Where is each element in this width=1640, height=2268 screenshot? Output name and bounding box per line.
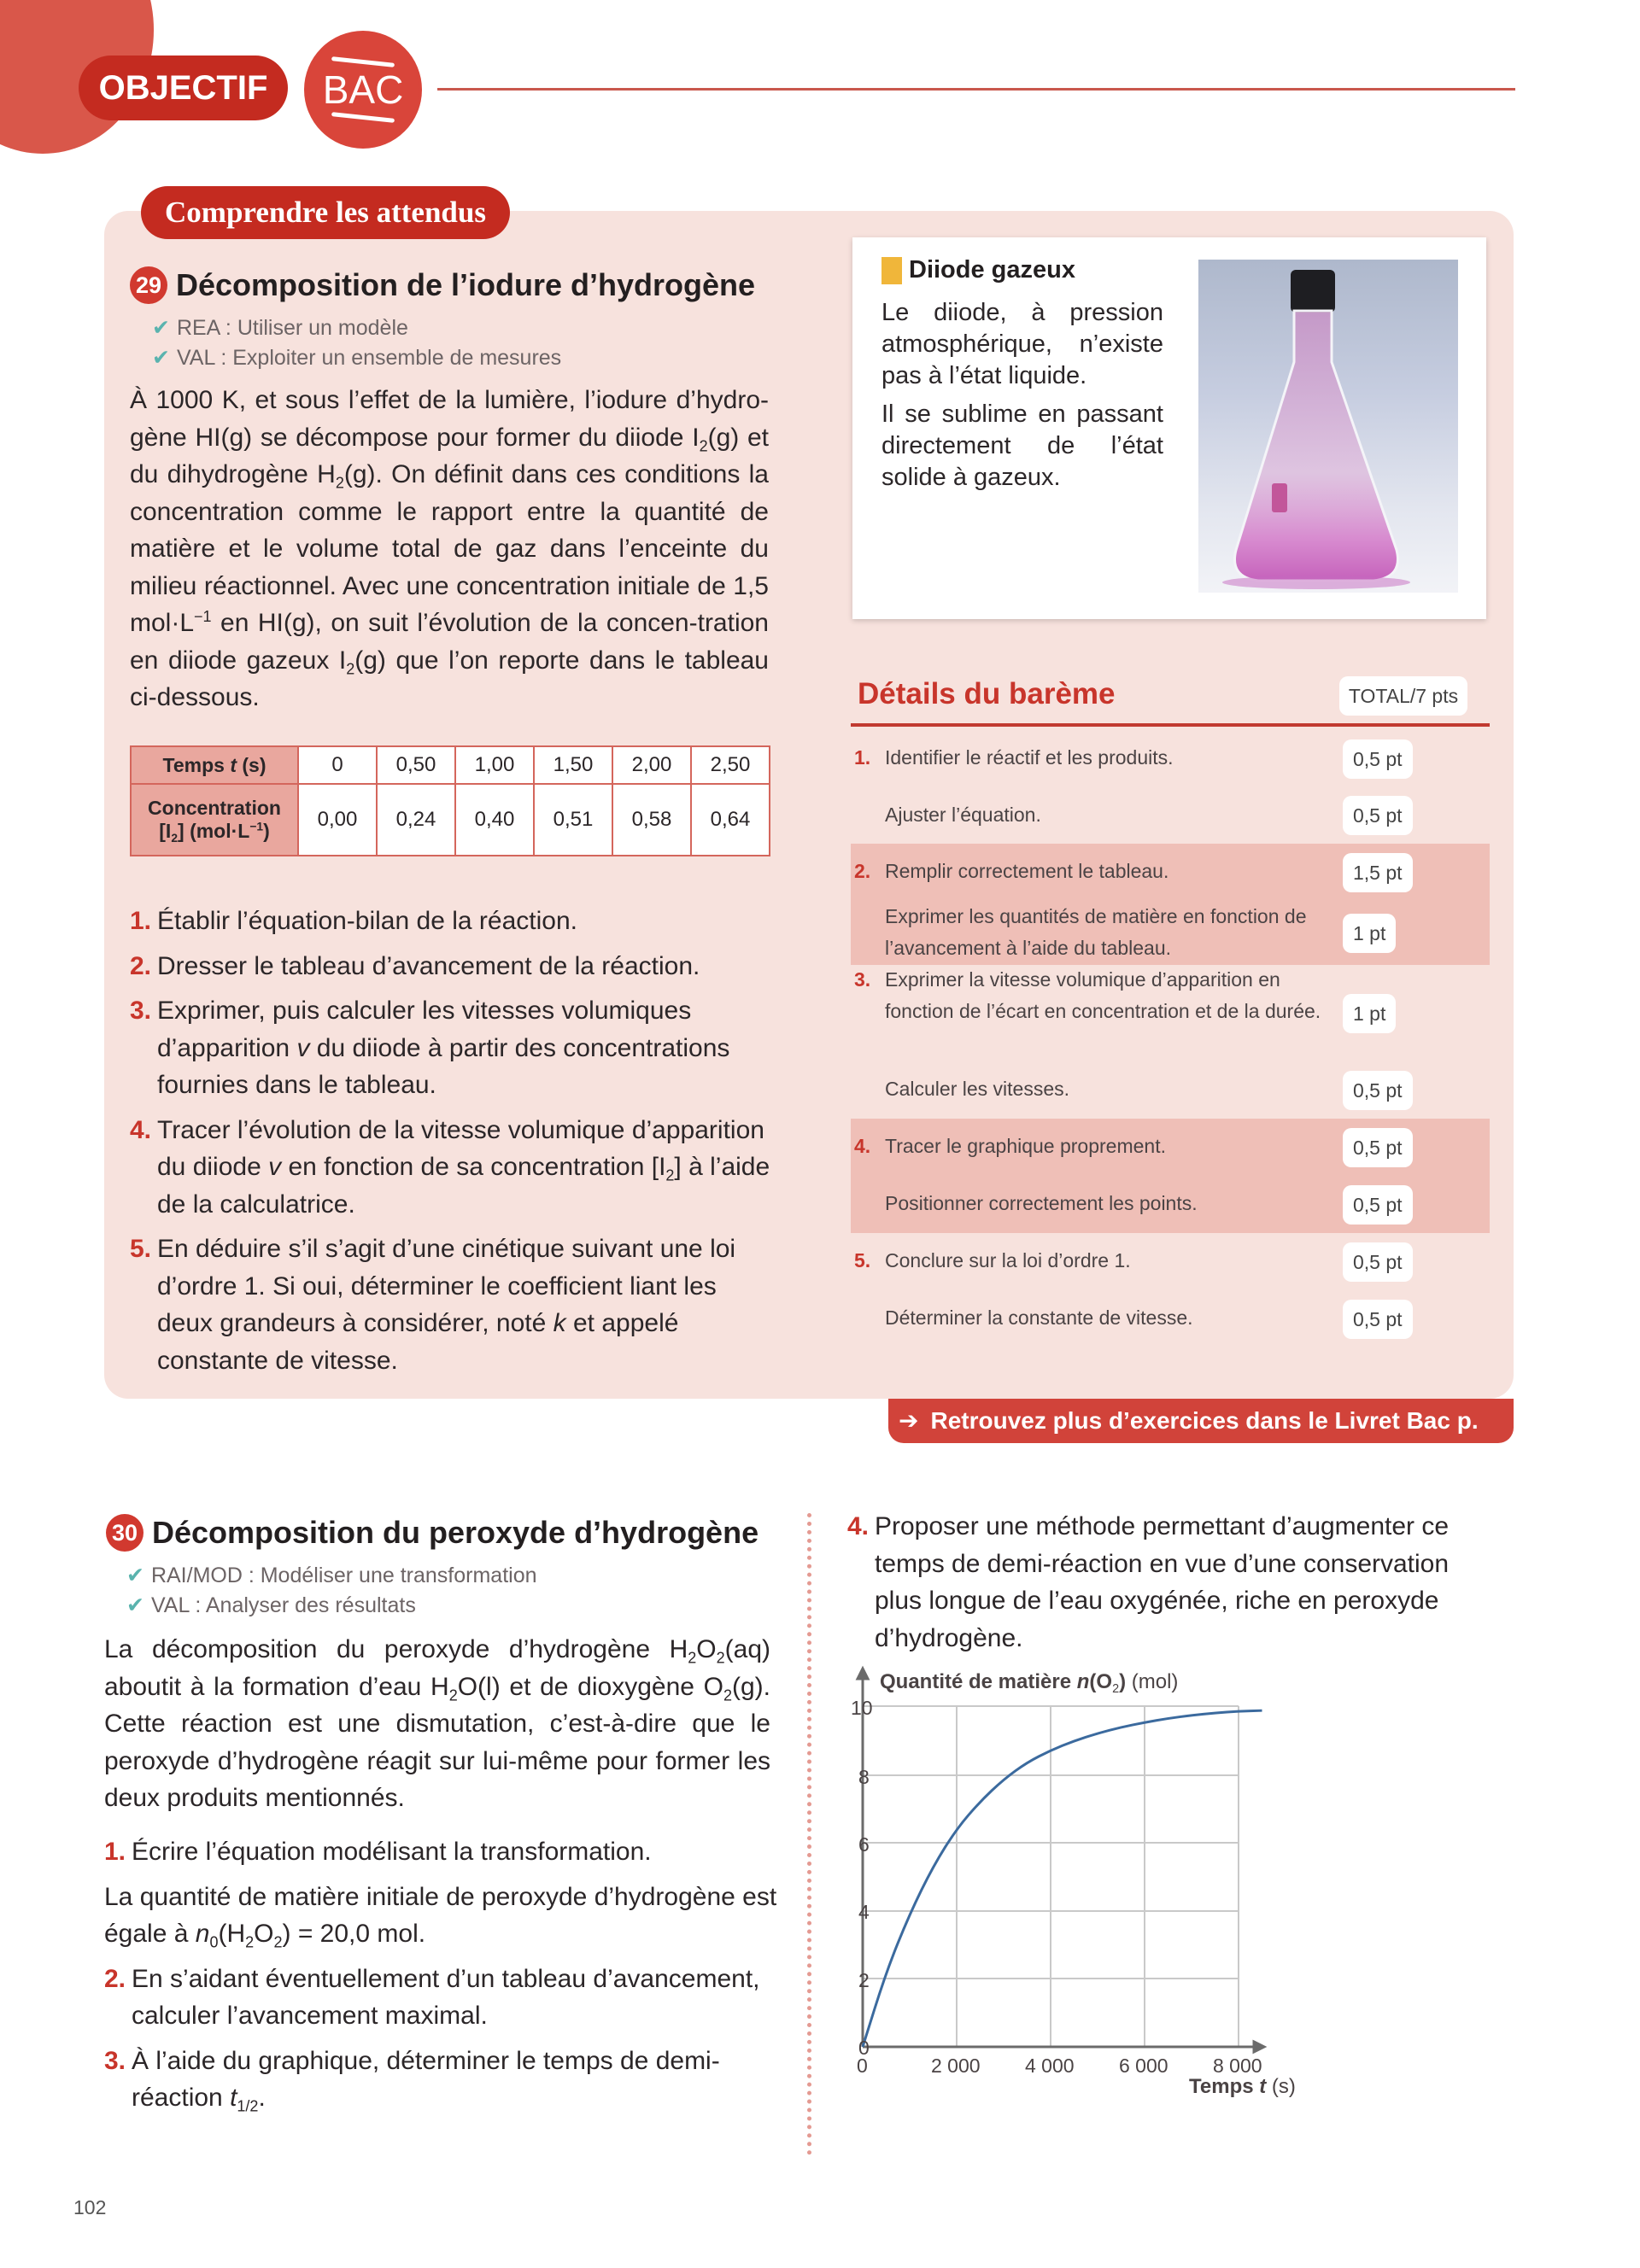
- table-header-time: Temps t (s): [131, 746, 298, 784]
- question-item: 4. Tracer l’évolution de la vitesse volumique d’apparition du diiode v en fonction de sa concentration $[I_2]$ à l’aide de la calculatrice.: [130, 1115, 770, 1219]
- check-icon: ✔: [152, 316, 170, 340]
- table-cell: 0: [298, 746, 377, 784]
- chart-grid: [863, 1706, 1239, 2047]
- check-icon: ✔: [126, 1564, 144, 1587]
- check-icon: ✔: [126, 1593, 144, 1617]
- exercise-30-questions: [104, 1833, 779, 2125]
- exercise-30-intro: La décomposition du peroxyde d’hydrogène $H_2O_2(aq)$ aboutit à la formation d’eau $H_2O(l)$ et de dioxygène $O_2(g)$. Cette réaction est une dismutation, c’est-à-dire que le peroxyde d’hydrogène réagit sur lui-même pour former les deux produits mentionnés.: [104, 1635, 770, 1812]
- x-tick-label: 2 000: [931, 2055, 981, 2077]
- table-cell: 1,50: [534, 746, 612, 784]
- question-item: 3. Exprimer, puis calculer les vitesses volumiques d’apparition v du diiode à partir des concentrations fournies dans le tableau.: [130, 997, 730, 1099]
- points-badge: 0,5 pt: [1343, 739, 1413, 779]
- concentration-table: [130, 745, 770, 856]
- diiode-title: Diiode gazeux: [882, 256, 1075, 284]
- x-tick-label: 4 000: [1025, 2055, 1075, 2077]
- table-header-concentration: Concentration $[I_2]$ $(mol\cdot L^{-1})$: [131, 784, 298, 856]
- chart-y-axis-label: Quantité de matière $n(O_2)$ (mol): [880, 1670, 1179, 1697]
- y-tick-label: 6: [858, 1833, 870, 1856]
- table-row: [131, 784, 770, 856]
- question-item: 4. Proposer une méthode permettant d’augmenter ce temps de demi-réaction en vue d’une conservation plus longue de l’eau oxygénée, riche en peroxyde d’hydrogène.: [847, 1512, 1450, 1652]
- y-tick-label: 2: [858, 1969, 870, 1991]
- points-badge: 0,5 pt: [1343, 796, 1413, 835]
- question-item: 3. À l’aide du graphique, déterminer le temps de demi-réaction $t_{1/2}$.: [104, 2046, 720, 2115]
- table-cell: 0,40: [455, 784, 534, 856]
- objectif-label: OBJECTIF: [79, 56, 288, 120]
- exercise-29-title: [130, 266, 755, 304]
- points-badge: 1 pt: [1343, 914, 1396, 953]
- exercise-number-badge: 30: [106, 1514, 144, 1552]
- question-item: 1. Établir l’équation-bilan de la réaction.: [130, 907, 577, 935]
- skill-item: ✔ REA : Utiliser un modèle: [152, 316, 408, 340]
- y-tick-label: 10: [851, 1697, 873, 1719]
- header-divider: [437, 88, 1515, 91]
- x-tick-label: 8 000: [1213, 2055, 1262, 2077]
- chart-axes: [858, 1669, 1264, 2052]
- column-separator: [807, 1513, 811, 2155]
- skill-item: ✔ VAL : Analyser des résultats: [126, 1593, 416, 1617]
- skill-item: ✔ VAL : Exploiter un ensemble de mesures: [152, 346, 562, 370]
- flask-image: [1198, 260, 1458, 593]
- exercise-29-skills: [152, 313, 561, 373]
- points-badge: 0,5 pt: [1343, 1300, 1413, 1339]
- chart-x-axis-label: Temps t (s): [1189, 2075, 1296, 2098]
- question-item: 5. En déduire s’il s’agit d’une cinétique suivant une loi d’ordre 1. Si oui, déterminer le coefficient liant les deux grandeurs à considérer, noté k et appelé constante de vitesse.: [130, 1235, 736, 1375]
- exercise-number-badge: 29: [130, 266, 167, 304]
- table-cell: 0,51: [534, 784, 612, 856]
- x-tick-label: 0: [857, 2055, 868, 2077]
- yellow-square-icon: [882, 257, 902, 284]
- bac-badge: BAC: [308, 34, 419, 145]
- table-cell: 0,58: [612, 784, 691, 856]
- y-tick-label: 8: [858, 1766, 870, 1788]
- section-pill: Comprendre les attendus: [141, 186, 510, 239]
- bareme-title: Détails du barème: [858, 677, 1116, 710]
- table-cell: 2,00: [612, 746, 691, 784]
- question-item: 1. Écrire l’équation modélisant la transformation.: [104, 1838, 652, 1866]
- points-badge: 0,5 pt: [1343, 1071, 1413, 1110]
- exercise-29-questions: [130, 903, 779, 1387]
- question-item: 2. En s’aidant éventuellement d’un tableau d’avancement, calculer l’avancement maximal.: [104, 1964, 760, 2030]
- y-tick-label: 0: [858, 2037, 870, 2059]
- exercise-title-text: Décomposition du peroxyde d’hydrogène: [152, 1515, 759, 1550]
- check-icon: ✔: [152, 346, 170, 370]
- points-badge: 1 pt: [1343, 994, 1396, 1033]
- given-data: La quantité de matière initiale de peroxyde d’hydrogène est égale à $n_0(H_2O_2) = 20,0$ mol.: [104, 1882, 777, 1951]
- diiode-info-box: [852, 237, 1486, 619]
- exercise-30-question-4: [847, 1508, 1496, 1664]
- points-badge: 0,5 pt: [1343, 1185, 1413, 1225]
- table-cell: 0,00: [298, 784, 377, 856]
- diiode-text: Le diiode, à pression atmosphérique, n’existe pas à l’état liquide. Il se sublime en passant directement de l’état solide à gazeux.: [882, 299, 1163, 491]
- question-item: 2. Dresser le tableau d’avancement de la réaction.: [130, 951, 700, 980]
- n-o2-curve: [863, 1710, 1262, 2047]
- table-cell: 2,50: [691, 746, 770, 784]
- total-points-badge: TOTAL/7 pts: [1339, 676, 1467, 716]
- table-cell: 1,00: [455, 746, 534, 784]
- table-cell: 0,50: [377, 746, 455, 784]
- table-cell: 0,24: [377, 784, 455, 856]
- page-number: 102: [73, 2196, 107, 2218]
- livret-bac-link[interactable]: ➔ Retrouvez plus d’exercices dans le Livret Bac p. 126: [888, 1399, 1514, 1443]
- points-badge: 0,5 pt: [1343, 1128, 1413, 1167]
- points-badge: 0,5 pt: [1343, 1242, 1413, 1282]
- exercise-30-title: [106, 1514, 758, 1552]
- y-tick-label: 4: [858, 1901, 870, 1923]
- table-cell: 0,64: [691, 784, 770, 856]
- skill-item: ✔ RAI/MOD : Modéliser une transformation: [126, 1564, 537, 1587]
- x-tick-label: 6 000: [1119, 2055, 1168, 2077]
- table-row: [131, 746, 770, 784]
- exercise-29-intro: À 1000 K, et sous l’effet de la lumière, l’iodure d’hydro-gène HI(g) se décompose pour former du diiode $I_2(g)$ et du dihydrogène $H_2(g)$. On définit dans ces conditions la concentration comme le rapport entre la quantité de matière et le volume total de gaz dans l’enceinte du milieu réactionnel. Avec une concentration initiale de 1,5 $mol\cdot L^{-1}$ en HI(g), on suit l’évolution de la concen-tration en diiode gazeux $I_2(g)$ que l’on reporte dans le tableau ci-dessous.: [130, 386, 769, 711]
- bareme-divider: [851, 723, 1490, 727]
- arrow-right-icon: ➔: [899, 1407, 919, 1434]
- exercise-title-text: Décomposition de l’iodure d’hydrogène: [176, 267, 756, 302]
- points-badge: 1,5 pt: [1343, 853, 1413, 892]
- exercise-30-skills: [126, 1561, 537, 1621]
